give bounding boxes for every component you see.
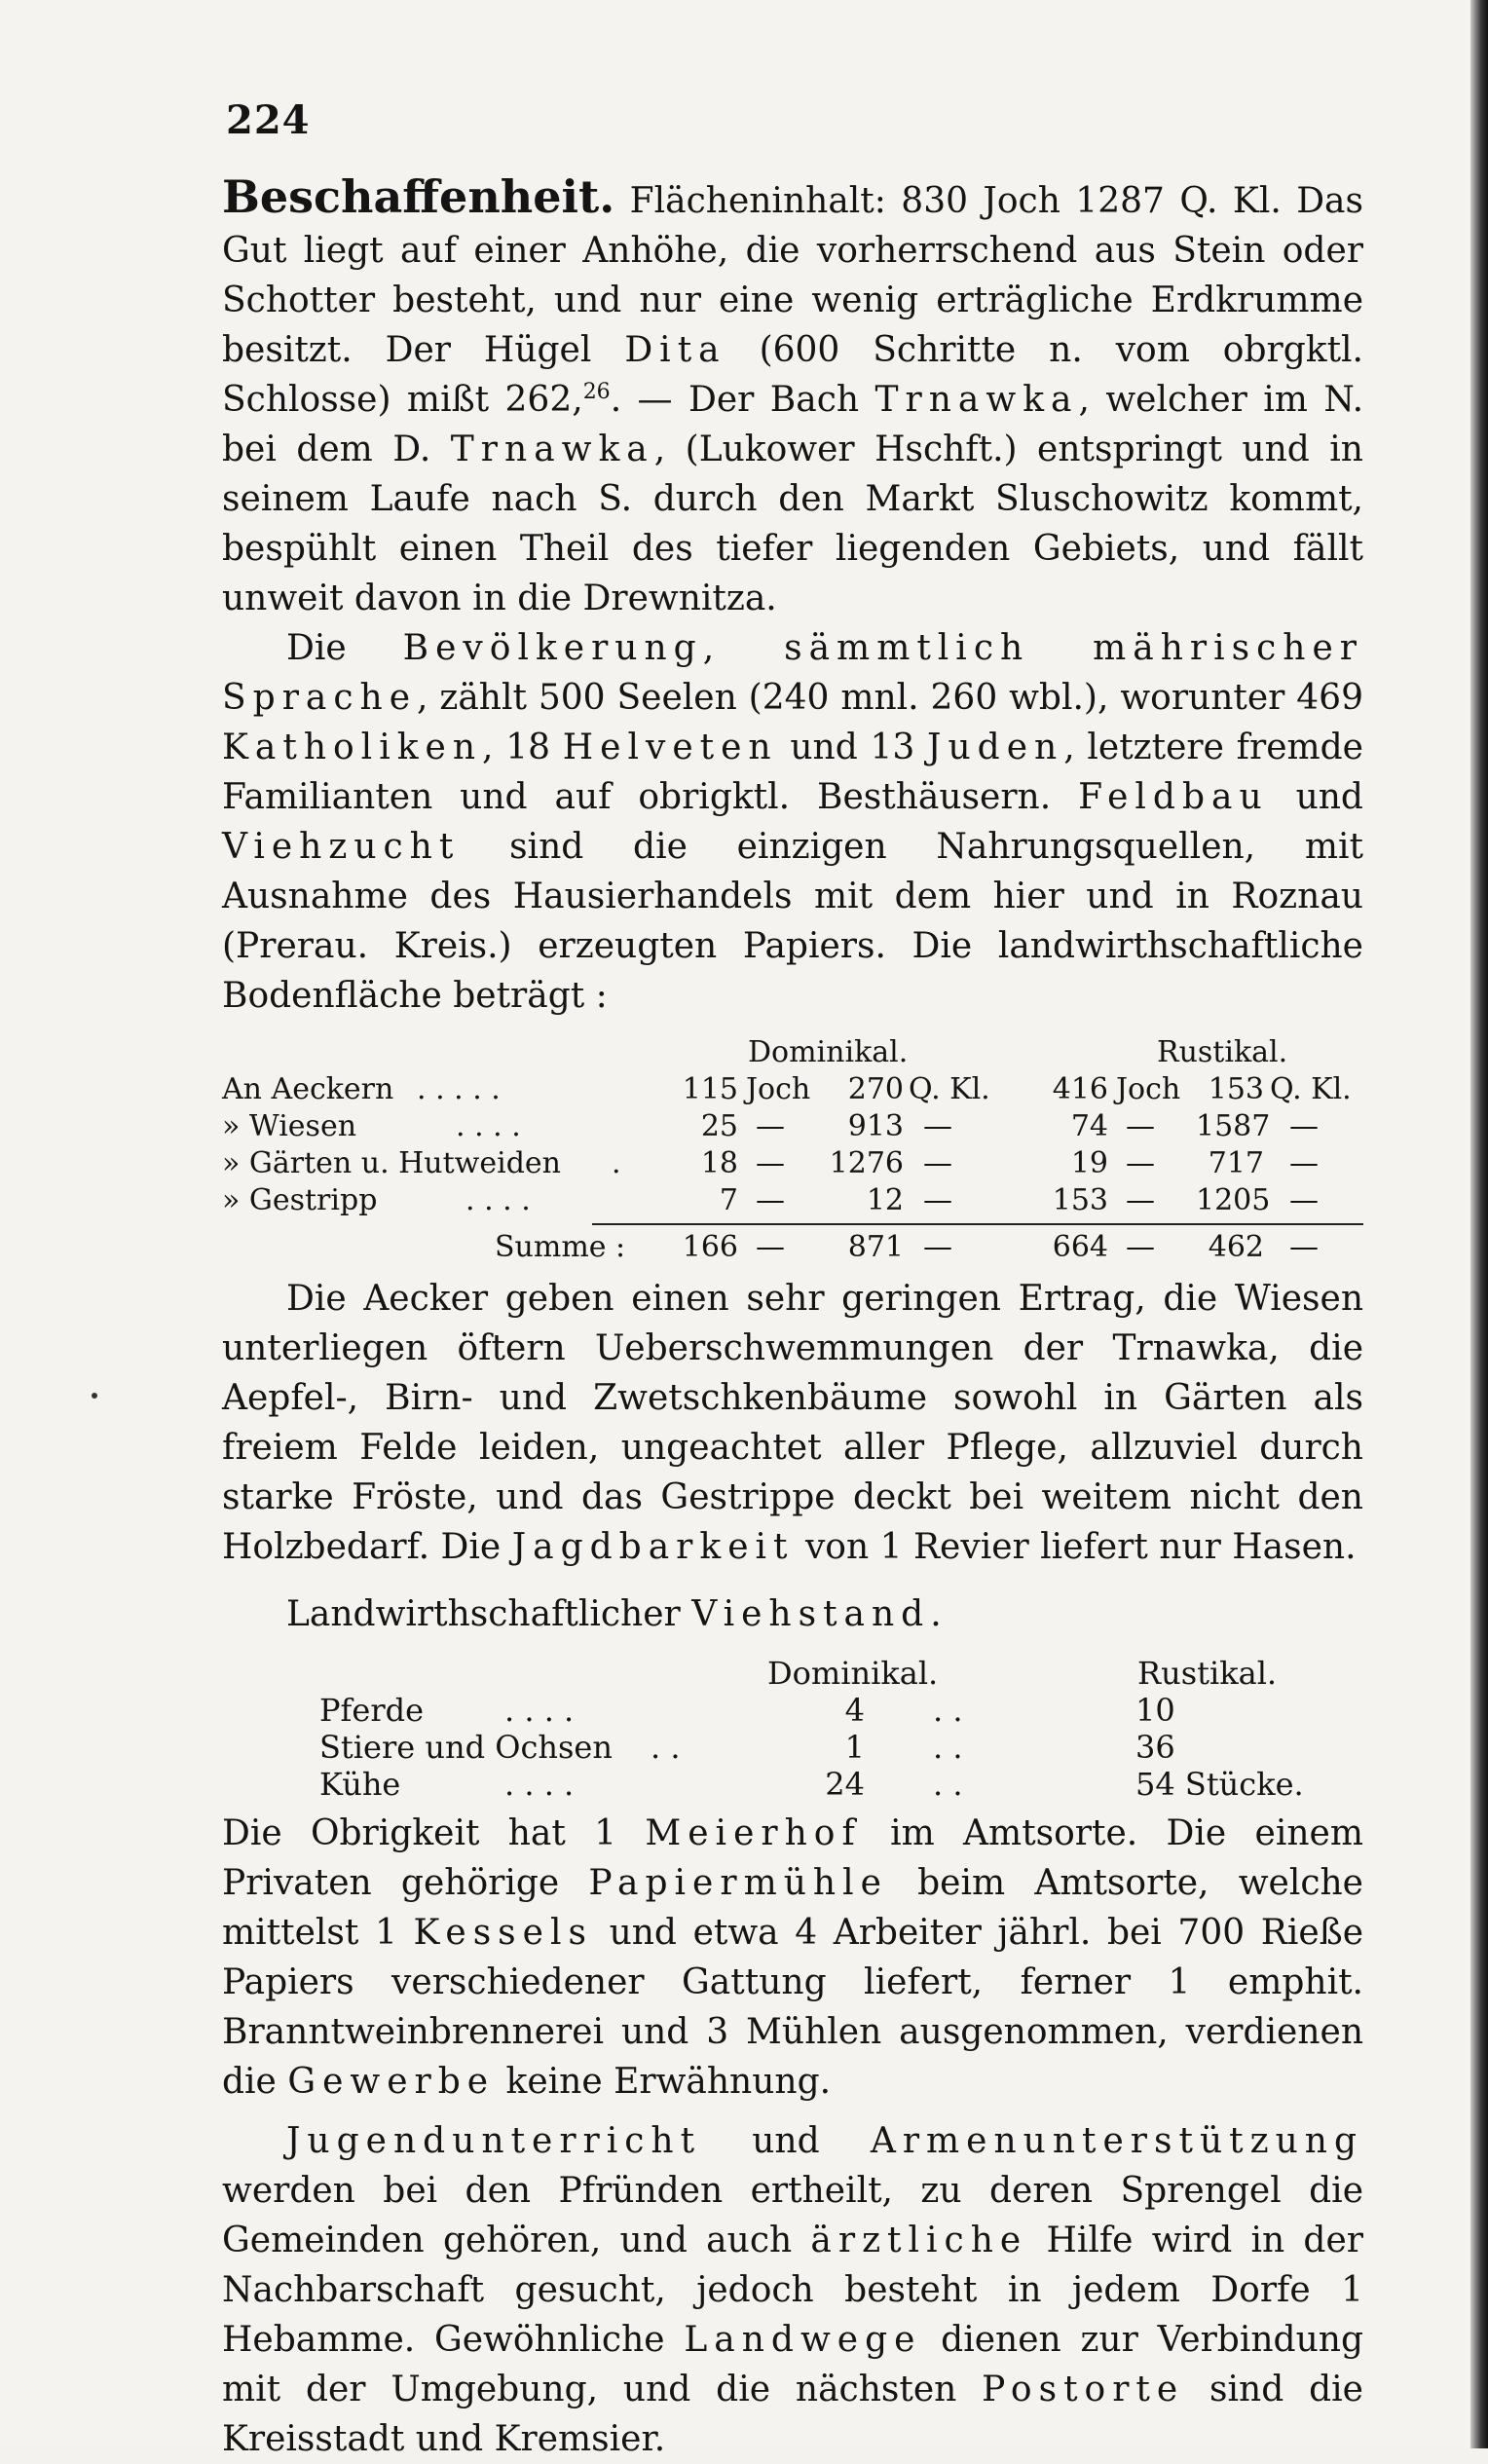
row-dots: . . — [933, 1729, 963, 1766]
cell: — — [756, 1109, 785, 1143]
cell: — — [1289, 1146, 1319, 1180]
cell: — — [756, 1183, 785, 1217]
text-run: Landwirthschaftlicher — [286, 1594, 681, 1634]
livestock-table — [222, 1655, 1363, 1803]
spaced-term: Katholiken — [222, 728, 483, 767]
cell: 1205 — [1196, 1183, 1271, 1217]
ink-dot — [92, 1393, 97, 1399]
cell: Joch — [746, 1072, 811, 1106]
cell: — — [1289, 1183, 1319, 1217]
spaced-term: Jugendunterricht — [286, 2121, 702, 2161]
table-row — [222, 1108, 1363, 1145]
table-sum-row — [222, 1229, 1363, 1266]
table-header-row — [222, 1655, 1363, 1692]
cell: 1587 — [1196, 1109, 1271, 1143]
cell: 166 — [682, 1230, 738, 1264]
row-label: Stiere und Ochsen — [319, 1729, 613, 1766]
text-run: werden bei den Pfründen ertheilt, zu deren Sprengel die Gemeinden gehören, und auch — [222, 2171, 1363, 2260]
text-run: im Amtsorte. Die einem Privaten gehörige — [222, 1813, 1363, 1903]
text-run: dienen zur Verbindung mit der Umgebung, und die nächsten — [222, 2320, 1363, 2409]
text-run: . — Der Bach — [610, 380, 860, 420]
paragraph-beschaffenheit — [222, 172, 1363, 623]
sum-divider — [592, 1223, 1363, 1225]
cell: — — [1289, 1109, 1319, 1143]
text-run: , (Lukower Hschft.) entspringt und in seinem Laufe nach S. durch den Markt Sluschowitz kommt, bespühlt einen Theil des tiefer liegenden Gebiets, und fällt unweit davon in die Drewnitza. — [222, 429, 1363, 618]
cell: 913 — [847, 1109, 904, 1143]
row-dots: . . — [933, 1692, 963, 1729]
text-run: , zählt 500 Seelen (240 mnl. 260 wbl.), worunter 469 — [417, 678, 1363, 718]
row-dots: . — [612, 1146, 621, 1180]
column-header-dominikal: Dominikal. — [748, 1035, 909, 1069]
text-run: (600 Schritte n. vom obrgktl. Schlosse) mißt 262, — [222, 330, 1363, 420]
text-run: sind die Kreisstadt und Kremsier. — [222, 2370, 1363, 2459]
spaced-term: Papiermühle — [588, 1863, 888, 1903]
cell: Q. Kl. — [1270, 1072, 1352, 1106]
text-run: Flächeninhalt: 830 Joch 1287 Q. Kl. Das Gut liegt auf einer Anhöhe, die vorherrschend aus Stein oder Schotter besteht, und nur eine wenig erträgliche Erdkrumme besitzt. Der Hügel — [222, 181, 1363, 370]
table-row — [222, 1692, 1363, 1729]
cell: — — [1126, 1146, 1155, 1180]
cell: 153 — [1052, 1183, 1108, 1217]
text-run: und 13 — [790, 728, 915, 767]
cell: 36 — [1135, 1729, 1175, 1766]
spaced-term: Gewerbe — [287, 2062, 496, 2102]
column-header-rustikal: Rustikal. — [1137, 1655, 1278, 1692]
table-rule-row — [222, 1219, 1363, 1229]
row-dots: . . . . — [456, 1109, 521, 1143]
cell: 1 — [844, 1729, 865, 1766]
section-heading: Beschaffenheit. — [222, 170, 615, 223]
text-run: Hilfe wird in der Nachbarschaft gesucht, jedoch besteht in jedem Dorfe 1 Hebamme. Gewöhnliche — [222, 2221, 1363, 2360]
text-run: beim Amtsorte, welche mittelst 1 — [222, 1863, 1363, 1953]
cell: 18 — [700, 1146, 738, 1180]
cell: 664 — [1052, 1230, 1108, 1264]
cell: 10 — [1135, 1692, 1175, 1729]
table-row — [222, 1729, 1363, 1766]
text-run: keine Erwähnung. — [505, 2062, 832, 2102]
cell: — — [756, 1146, 785, 1180]
table-row — [222, 1766, 1363, 1803]
spaced-term: Dita — [624, 330, 726, 370]
spaced-term: Trnawka — [874, 380, 1079, 420]
row-dots: . . . . . — [417, 1072, 501, 1106]
row-label: » Gärten u. Hutweiden — [222, 1146, 561, 1180]
cell: 19 — [1070, 1146, 1108, 1180]
row-label: Pferde — [319, 1692, 425, 1729]
row-dots: . . . . — [504, 1692, 575, 1729]
table-row — [222, 1145, 1363, 1182]
cell: 416 — [1052, 1072, 1108, 1106]
text-run: , 18 — [482, 728, 551, 767]
page-number: 224 — [226, 97, 311, 143]
cell: — — [1126, 1109, 1155, 1143]
spaced-term: Meierhof — [645, 1813, 862, 1853]
spaced-term: ärztliche — [810, 2221, 1028, 2260]
cell: 7 — [719, 1183, 738, 1217]
spaced-term: Helveten — [562, 728, 778, 767]
table-row — [222, 1182, 1363, 1219]
cell: 115 — [682, 1072, 738, 1106]
cell: — — [1289, 1230, 1319, 1264]
cell: 25 — [700, 1109, 738, 1143]
page-edge-shadow — [1470, 0, 1488, 2448]
spaced-term: Feldbau — [1078, 777, 1269, 817]
text-run: Die Obrigkeit hat 1 — [222, 1813, 617, 1853]
cell: — — [923, 1146, 952, 1180]
text-run: Die — [286, 628, 347, 668]
text-run: und etwa 4 Arbeiter jährl. bei 700 Rieße Papiers verschiedener Gattung liefert, ferner 1 emphit. Branntweinbrennerei und 3 Mühlen ausgenommen, verdienen die — [222, 1913, 1363, 2102]
cell: 54 Stücke. — [1135, 1766, 1304, 1803]
land-area-table — [222, 1034, 1363, 1266]
text-run: Die Aecker geben einen sehr geringen Ertrag, die Wiesen unterliegen öftern Ueberschwemmungen der Trnawka, die Aepfel-, Birn- und Zwetschkenbäume sowohl in Gärten als freiem Felde leiden, ungeachtet aller Pflege, allzuviel durch starke Fröste, und das Gestrippe deckt bei weitem nicht den Holzbedarf. Die — [222, 1279, 1363, 1567]
text-run: und — [1295, 777, 1363, 817]
cell: 1276 — [829, 1146, 904, 1180]
table-row — [222, 1071, 1363, 1108]
superscript: 26 — [582, 380, 611, 404]
paragraph-aecker — [222, 1274, 1363, 1572]
spaced-term: Juden — [927, 728, 1064, 767]
cell: Q. Kl. — [909, 1072, 990, 1106]
row-label: » Wiesen — [222, 1109, 357, 1143]
cell: — — [1126, 1230, 1155, 1264]
row-dots: . . . . — [465, 1183, 531, 1217]
paragraph-bevoelkerung — [222, 623, 1363, 1021]
cell: — — [923, 1183, 952, 1217]
spaced-term: Landwege — [684, 2320, 922, 2360]
row-label: Kühe — [319, 1766, 401, 1803]
spaced-term: Kessels — [413, 1913, 593, 1953]
spaced-term: Bevölkerung, sämmtlich mährischer Sprache — [222, 628, 1363, 718]
cell: 270 — [847, 1072, 904, 1106]
row-dots: . . — [933, 1766, 963, 1803]
row-dots: . . . . — [504, 1766, 575, 1803]
row-dots: . . — [651, 1729, 681, 1766]
cell: 4 — [844, 1692, 865, 1729]
cell: 74 — [1070, 1109, 1108, 1143]
spaced-term: Jagdbarkeit — [511, 1527, 795, 1567]
text-run: von 1 Revier liefert nur Hasen. — [804, 1527, 1357, 1567]
sum-label: Summe : — [495, 1230, 626, 1264]
paragraph-obrigkeit — [222, 1809, 1363, 2107]
spaced-term: Armenunterstützung — [870, 2121, 1363, 2161]
paragraph-jugendunterricht — [222, 2116, 1363, 2464]
text-run: , welcher im N. bei dem D. — [222, 380, 1364, 469]
cell: — — [923, 1230, 952, 1264]
cell: 24 — [825, 1766, 865, 1803]
cell: 717 — [1208, 1146, 1264, 1180]
column-header-dominikal: Dominikal. — [767, 1655, 939, 1692]
cell: 871 — [847, 1230, 904, 1264]
column-header-rustikal: Rustikal. — [1157, 1035, 1288, 1069]
spaced-term: Viehstand. — [691, 1594, 949, 1634]
text-run: und — [752, 2121, 820, 2161]
cell: 153 — [1208, 1072, 1264, 1106]
livestock-title — [222, 1589, 1363, 1639]
row-label: An Aeckern — [222, 1072, 394, 1106]
cell: — — [756, 1230, 785, 1264]
row-label: » Gestripp — [222, 1183, 378, 1217]
table-header-row — [222, 1034, 1363, 1071]
spaced-term: Postorte — [982, 2370, 1185, 2409]
page-text — [222, 97, 1363, 2464]
spaced-term: Trnawka — [450, 429, 654, 469]
text-run: , letztere fremde Familianten und auf obrigktl. Besthäusern. — [222, 728, 1363, 817]
text-run: sind die einzigen Nahrungsquellen, mit Ausnahme des Hausierhandels mit dem hier und in Roznau (Prerau. Kreis.) erzeugten Papiers. Die landwirthschaftliche Bodenfläche beträgt : — [222, 827, 1363, 1016]
cell: — — [923, 1109, 952, 1143]
cell: — — [1126, 1183, 1155, 1217]
cell: 462 — [1208, 1230, 1264, 1264]
cell: 12 — [866, 1183, 904, 1217]
spaced-term: Viehzucht — [222, 827, 461, 867]
cell: Joch — [1116, 1072, 1181, 1106]
